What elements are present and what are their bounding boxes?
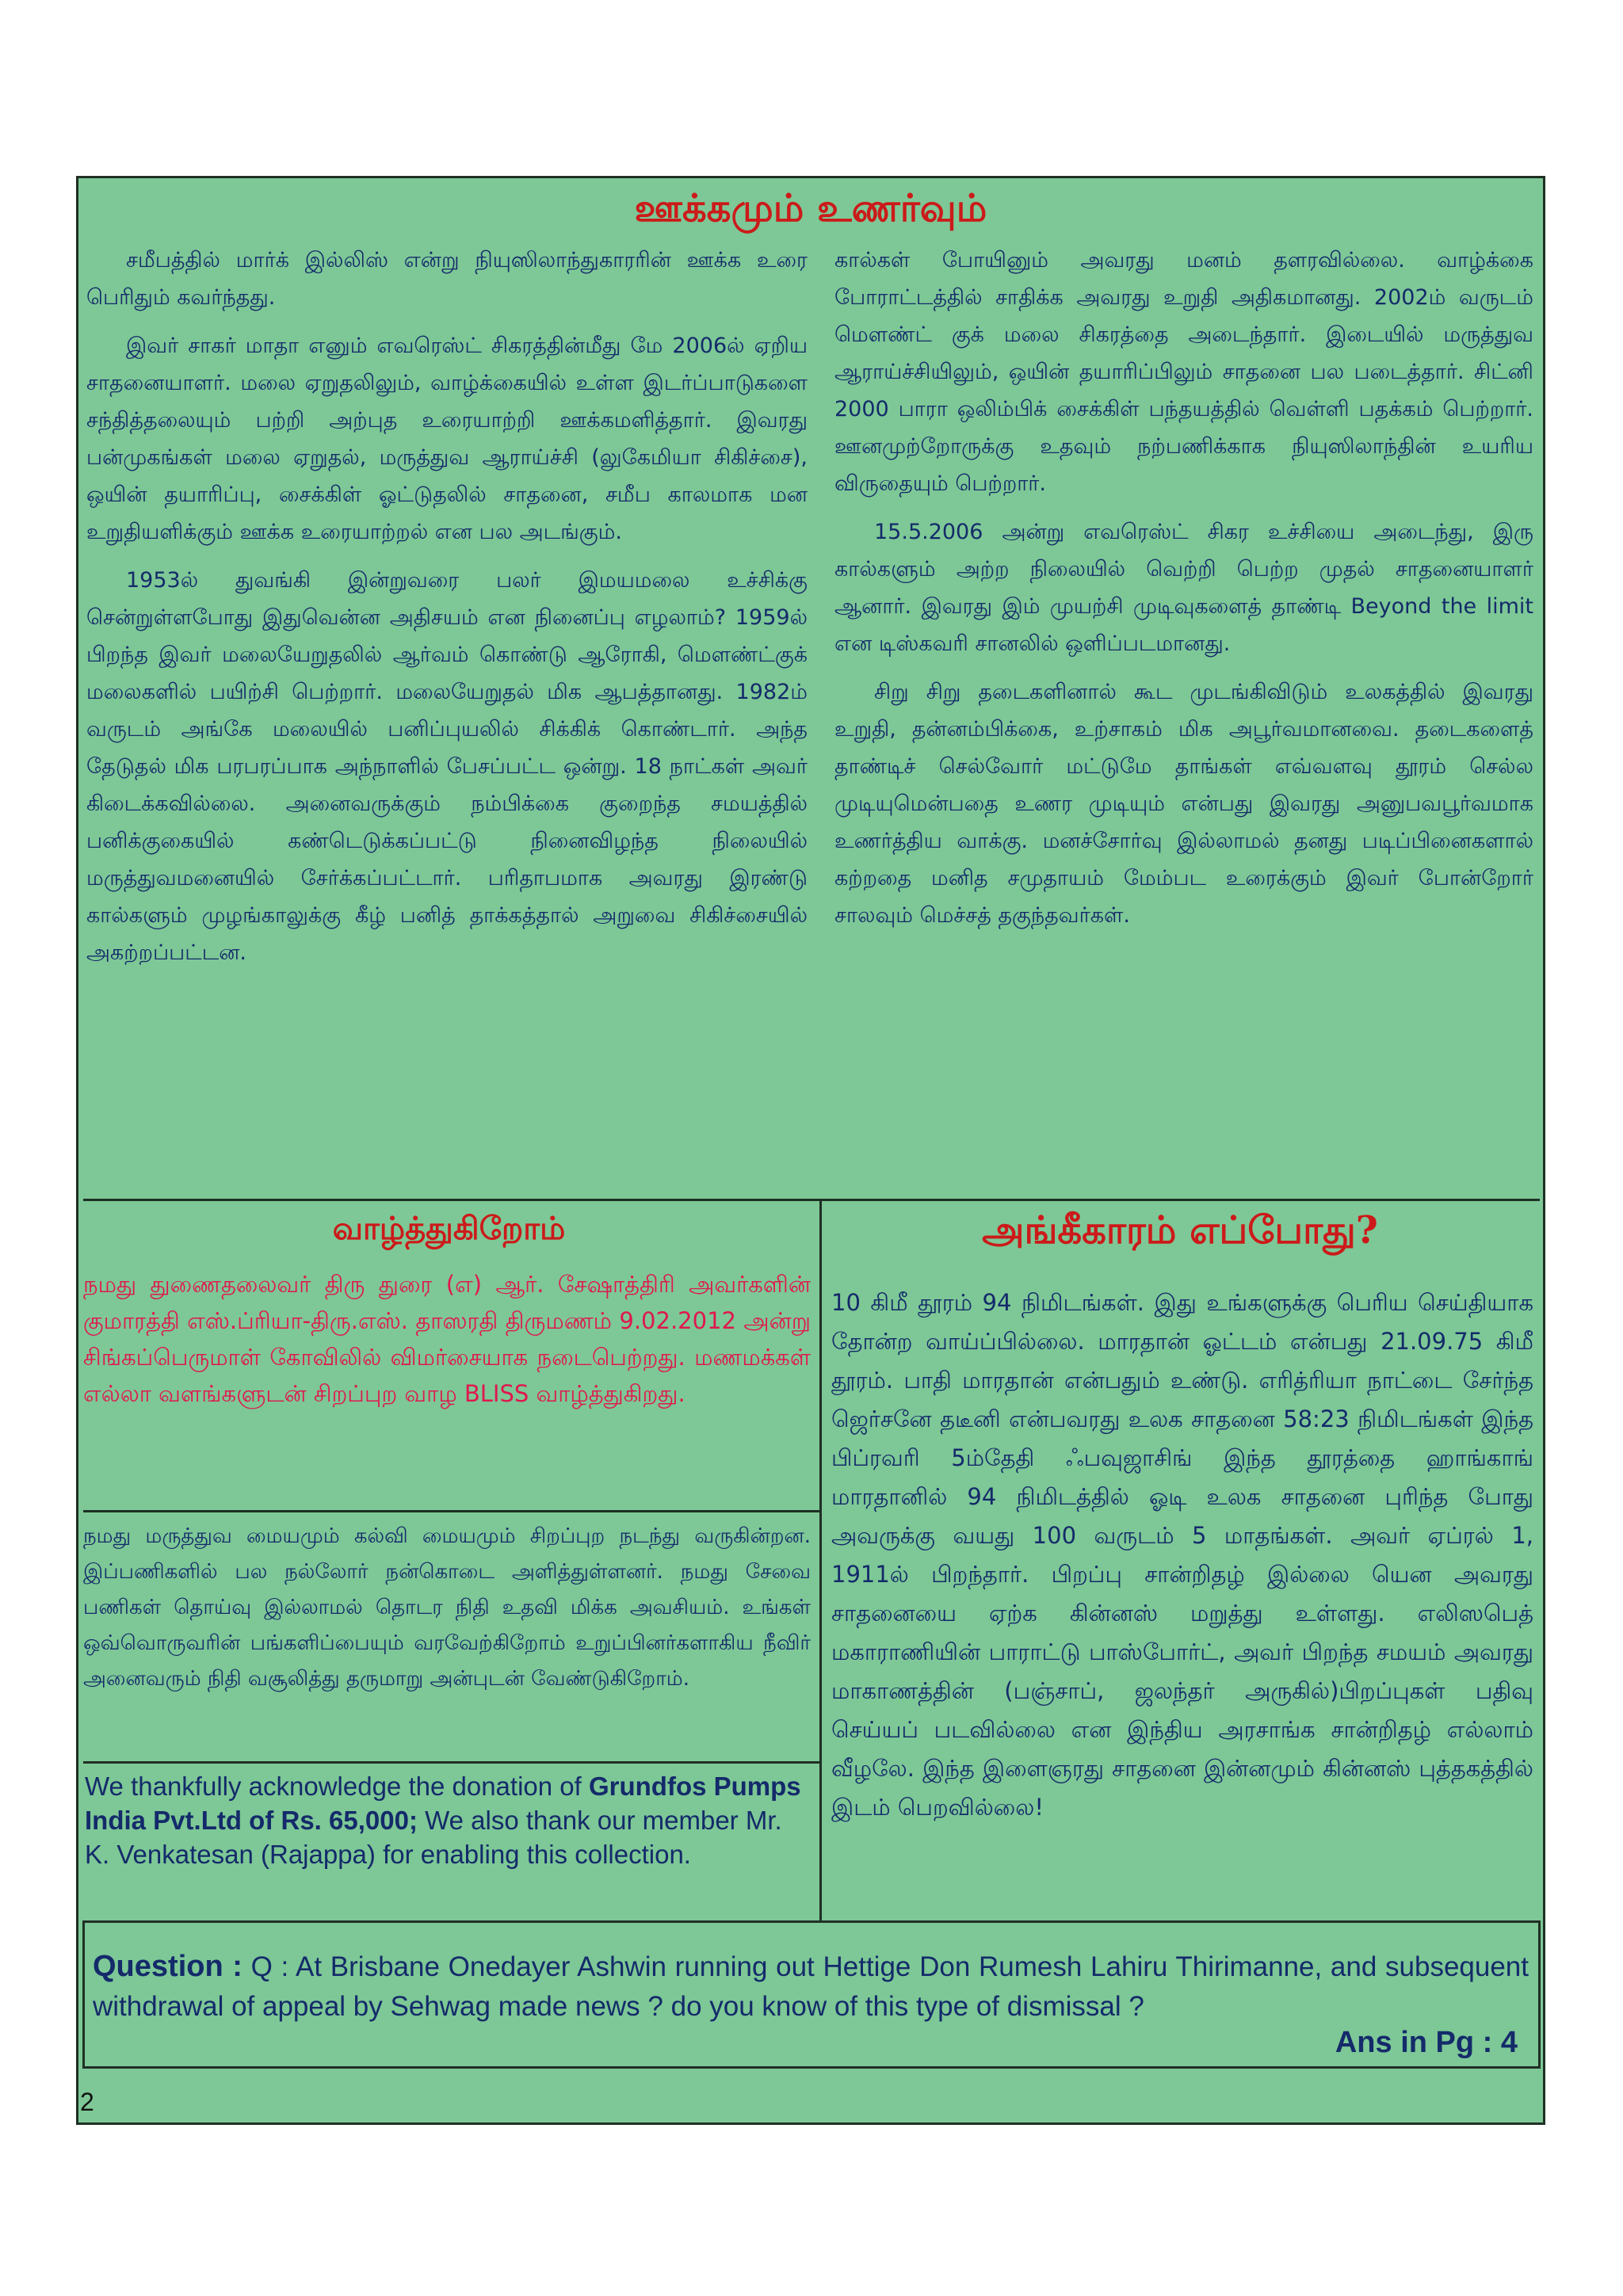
acknowledgement-text [85,1769,812,1871]
article-paragraph: இவர் சாகர் மாதா எனும் எவரெஸ்ட் சிகரத்தின்மீது மே 2006ல் ஏறிய சாதனையாளர். மலை ஏறுதலிலும், வாழ்க்கையில் உள்ள இடர்ப்பாடுகளை சந்தித்தலையும் பற்றி அற்புத உரையாற்றி ஊக்கமளித்தார். இவரது பன்முகங்கள் மலை ஏறுதல், மருத்துவ ஆராய்ச்சி (லுகேமியா சிகிச்சை), ஒயின் தயாரிப்பு, சைக்கிள் ஓட்டுதலில் சாதனை, சமீப காலமாக மன உறுதியளிக்கும் ஊக்க உரையாற்றல் என பல அடங்கும். [86,334,808,544]
recognition-title: அங்கீகாரம் எப்போது? [982,1208,1378,1253]
article-title: ஊக்கமும் உணர்வும் [634,186,987,231]
article-paragraph: 15.5.2006 அன்று எவரெஸ்ட் சிகர உச்சியை அடைந்து, இரு கால்களும் அற்ற நிலையில் வெற்றி பெற்ற முதல் சாதனையாளர் ஆனார். இவரது இம் முயற்சி முடிவுகளைத் தாண்டி Beyond the limit என டிஸ்கவரி சானலில் ஒளிப்படமானது. [834,520,1533,656]
wishes-box [83,1266,811,1412]
article-paragraph: சமீபத்தில் மார்க் இல்லிஸ் என்று நியுஸிலாந்துகாரரின் ஊக்க உரை பெரிதும் கவர்ந்தது. [86,248,808,310]
section-divider [83,1199,1540,1201]
column-divider [819,1201,822,1920]
wishes-divider [83,1510,819,1512]
article-paragraph: கால்கள் போயினும் அவரது மனம் தளரவில்லை. வாழ்க்கை போராட்டத்தில் சாதிக்க அவரது உறுதி அதிகமானது. 2002ம் வருடம் மௌண்ட் குக் மலை சிகரத்தை அடைந்தார். இடையில் மருத்துவ ஆராய்ச்சியிலும், ஒயின் தயாரிப்பிலும் சாதனை பல படைத்தார். சிட்னி 2000 பாரா ஒலிம்பிக் சைக்கிள் பந்தயத்தில் வெள்ளி பதக்கம் பெற்றார். ஊனமுற்றோருக்கு உதவும் நற்பணிக்காக நியுஸிலாந்தின் உயரிய விருதையும் பெற்றார். [834,248,1533,496]
page-number: 2 [80,2088,94,2116]
recognition-box [831,1283,1533,1827]
wishes-text: நமது துணைதலைவர் திரு துரை (எ) ஆர். சேஷாத்திரி அவர்களின் குமாரத்தி எஸ்.ப்ரியா-திரு.எஸ். தாஸரதி திருமணம் 9.02.2012 அன்று சிங்கப்பெருமாள் கோவிலில் விமர்சையாக நடைபெற்றது. மணமக்கள் எல்லா வளங்களுடன் சிறப்புற வாழ BLISS வாழ்த்துகிறது. [83,1271,811,1407]
appeal-text: நமது மருத்துவ மையமும் கல்வி மையமும் சிறப்புற நடந்து வருகின்றன. இப்பணிகளில் பல நல்லோர் நன்கொடை அளித்துள்ளனர். நமது சேவை பணிகள் தொய்வு இல்லாமல் தொடர நிதி உதவி மிக்க அவசியம். உங்கள் ஒவ்வொருவரின் பங்களிப்பையும் வரவேற்கிறோம் உறுப்பினர்களாகிய நீவிர் அனைவரும் நிதி வசூலித்து தருமாறு அன்புடன் வேண்டுகிறோம். [83,1524,811,1691]
article-left-column [86,242,808,982]
appeal-box [83,1519,811,1697]
newsletter-frame [76,176,1545,2125]
article-right-column [834,242,1533,945]
answer-reference: Ans in Pg : 4 [1335,2026,1518,2059]
recognition-text: 10 கிமீ தூரம் 94 நிமிடங்கள். இது உங்களுக்கு பெரிய செய்தியாக தோன்ற வாய்ப்பில்லை. மாரதான் ஓட்டம் என்பது 21.09.75 கிமீ தூரம். பாதி மாரதான் என்பதும் உண்டு. எரித்ரியா நாட்டை சேர்ந்த ஜெர்சனே தடீனி என்பவரது உலக சாதனை 58:23 நிமிடங்கள் இந்த பிப்ரவரி 5ம்தேதி ஃபவுஜாசிங் இந்த தூரத்தை ஹாங்காங் மாரதானில் 94 நிமிடத்தில் ஓடி உலக சாதனை புரிந்த போது அவருக்கு வயது 100 வருடம் 5 மாதங்கள். அவர் ஏப்ரல் 1, 1911ல் பிறந்தார். பிறப்பு சான்றிதழ் இல்லை யென அவரது சாதனையை ஏற்க கின்னஸ் மறுத்து உள்ளது. எலிஸபெத் மகாராணியின் பாராட்டு பாஸ்போர்ட், அவர் பிறந்த சமயம் அவரது மாகாணத்தின் (பஞ்சாப், ஜலந்தர் அருகில்)பிறப்புகள் பதிவு செய்யப் படவில்லை என இந்திய அரசாங்க சான்றிதழ் எல்லாம் வீழலே. இந்த இளைஞரது சாதனை இன்னமும் கின்னஸ் புத்தகத்தில் இடம் பெறவில்லை! [831,1289,1533,1821]
acknowledgement-box [85,1769,812,1871]
question-box [82,1920,1541,2069]
question-text [93,1947,1529,2027]
question-body: Q : At Brisbane Onedayer Ashwin running out Hettige Don Rumesh Lahiru Thirimanne, and subsequent withdrawal of appeal by Sehwag made news ? do you know of this type of dismissal ? [93,1951,1529,2022]
donor-name: Grundfos Pumps India Pvt.Ltd of Rs. 65,000; [85,1772,801,1835]
acknowledgement-part1: We thankfully acknowledge the donation of [85,1772,589,1801]
appeal-divider [83,1761,819,1764]
wishes-title: வாழ்த்துகிறோம் [332,1210,566,1247]
article-paragraph: 1953ல் துவங்கி இன்றுவரை பலர் இமயமலை உச்சிக்கு சென்றுள்ளபோது இதுவென்ன அதிசயம் என நினைப்பு எழலாம்? 1959ல் பிறந்த இவர் மலையேறுதலில் ஆர்வம் கொண்டு ஆரோகி, மௌண்ட்குக் மலைகளில் பயிற்சி பெற்றார். மலையேறுதல் மிக ஆபத்தானது. 1982ம் வருடம் அங்கே மலையில் பனிப்புயலில் சிக்கிக் கொண்டார். அந்த தேடுதல் மிக பரபரப்பாக அந்நாளில் பேசப்பட்ட ஒன்று. 18 நாட்கள் அவர் கிடைக்கவில்லை. அனைவருக்கும் நம்பிக்கை குறைந்த சமயத்தில் பனிக்குகையில் கண்டெடுக்கப்பட்டு நினைவிழந்த நிலையில் மருத்துவமனையில் சேர்க்கப்பட்டார். பரிதாபமாக அவரது இரண்டு கால்களும் முழங்காலுக்கு கீழ் பனித் தாக்கத்தால் அறுவை சிகிச்சையில் அகற்றப்பட்டன. [86,568,808,965]
acknowledgement-part2: We also thank our member Mr. K. Venkatesan (Rajappa) for enabling this collection. [85,1806,782,1869]
question-label: Question : [93,1950,242,1983]
article-paragraph: சிறு சிறு தடைகளினால் கூட முடங்கிவிடும் உலகத்தில் இவரது உறுதி, தன்னம்பிக்கை, உற்சாகம் மிக அபூர்வமானவை. தடைகளைத் தாண்டிச் செல்வோர் மட்டுமே தாங்கள் எவ்வளவு தூரம் செல்ல முடியுமென்பதை உணர முடியும் என்பது இவரது அனுபவபூர்வமாக உணர்த்திய வாக்கு. மனச்சோர்வு இல்லாமல் தனது படிப்பினைகளால் கற்றதை மனித சமுதாயம் மேம்பட உரைக்கும் இவர் போன்றோர் சாலவும் மெச்சத் தகுந்தவர்கள். [834,680,1533,928]
